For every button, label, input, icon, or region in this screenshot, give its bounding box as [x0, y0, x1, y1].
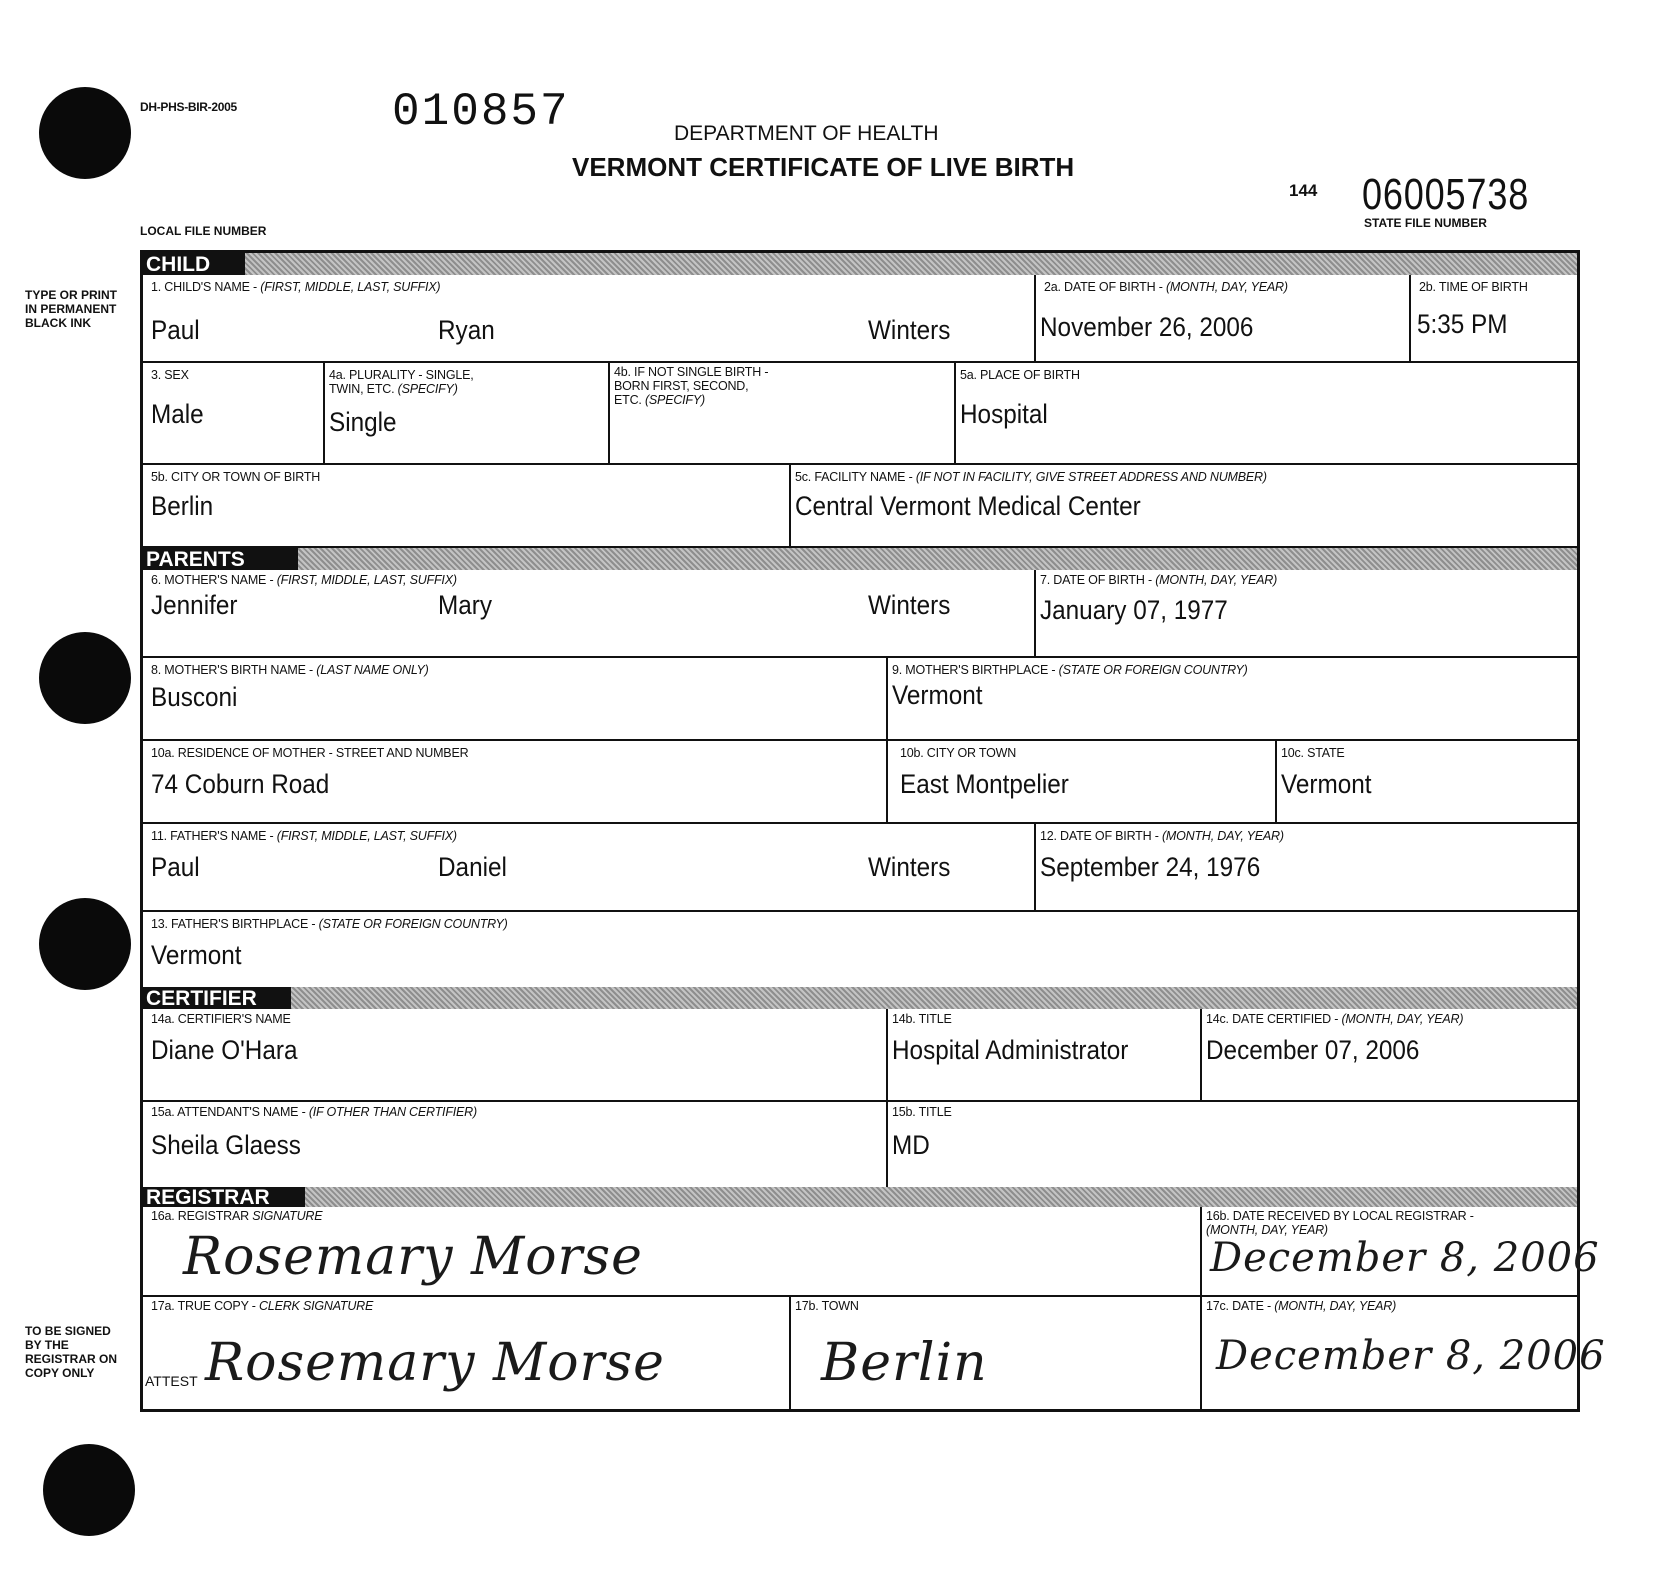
father-dob-label: 12. DATE OF BIRTH - — [1040, 829, 1162, 843]
birth-order-cell — [610, 363, 956, 465]
plurality-label-line2: TWIN, ETC. — [329, 382, 398, 396]
mother-birth-name-cell — [143, 658, 888, 741]
attendant-title: MD — [892, 1130, 930, 1160]
date-received: December 8, 2006 — [1210, 1235, 1600, 1281]
state-file-number-label: STATE FILE NUMBER — [1364, 216, 1487, 230]
certifier-title: Hospital Administrator — [892, 1035, 1129, 1065]
father-birthplace: Vermont — [151, 940, 242, 970]
registrar-section-title: REGISTRAR — [143, 1187, 305, 1207]
attendant-name-hint: (IF OTHER THAN CERTIFIER) — [308, 1105, 477, 1119]
child-name-hint: (FIRST, MIDDLE, LAST, SUFFIX) — [260, 280, 441, 294]
father-name-cell — [143, 824, 1036, 912]
child-section-band — [143, 253, 1577, 275]
certifier-name-cell — [143, 1009, 888, 1102]
mother-birth-name: Busconi — [151, 682, 238, 712]
birth-order-label-line2: BORN FIRST, SECOND, — [614, 379, 749, 393]
registrar-signature-cell — [143, 1207, 1202, 1297]
father-dob-cell — [1036, 824, 1577, 912]
attendant-name-label: 15a. ATTENDANT'S NAME - — [151, 1105, 309, 1119]
certifier-name: Diane O'Hara — [151, 1035, 298, 1065]
parents-section-title: PARENTS — [143, 548, 298, 570]
child-dob-label: 2a. DATE OF BIRTH - — [1044, 280, 1166, 294]
certificate-form — [140, 250, 1606, 1412]
child-dob-hint: (MONTH, DAY, YEAR) — [1165, 280, 1288, 294]
father-birthplace-label: 13. FATHER'S BIRTHPLACE - — [151, 917, 319, 931]
punch-hole-4 — [43, 1444, 135, 1536]
facility-hint: (IF NOT IN FACILITY, GIVE STREET ADDRESS AND NUMBER) — [915, 470, 1267, 484]
local-file-number: 010857 — [392, 86, 570, 138]
child-first-name: Paul — [151, 315, 200, 345]
birth-order-label-line3: ETC. — [614, 393, 645, 407]
plurality-label-line1: 4a. PLURALITY - SINGLE, — [329, 368, 474, 382]
mother-birthplace-hint: (STATE OR FOREIGN COUNTRY) — [1058, 663, 1248, 677]
local-file-number-label: LOCAL FILE NUMBER — [140, 224, 267, 238]
mother-birth-name-label: 8. MOTHER'S BIRTH NAME - — [151, 663, 317, 677]
city-of-birth-label: 5b. CITY OR TOWN OF BIRTH — [151, 470, 321, 484]
certifier-section-band — [143, 987, 1577, 1009]
copy-date: December 8, 2006 — [1216, 1333, 1606, 1379]
plurality-cell — [325, 363, 610, 465]
mother-birthplace-cell — [888, 658, 1577, 741]
true-copy-label: 17a. TRUE COPY - — [151, 1299, 259, 1313]
residence-city-cell — [888, 741, 1277, 824]
town-cell — [791, 1297, 1202, 1409]
punch-hole-2 — [39, 632, 131, 724]
town-signature: Berlin — [821, 1333, 988, 1393]
place-of-birth-cell — [956, 363, 1577, 465]
place-of-birth-value: Hospital — [960, 399, 1048, 429]
date-received-hint: (MONTH, DAY, YEAR) — [1206, 1223, 1328, 1237]
mother-dob-cell — [1036, 570, 1577, 658]
sex-cell — [143, 363, 325, 465]
form-code: DH-PHS-BIR-2005 — [140, 100, 237, 114]
registrar-section-band — [143, 1187, 1577, 1207]
copy-date-cell — [1202, 1297, 1606, 1409]
child-dob: November 26, 2006 — [1040, 312, 1254, 342]
place-of-birth-label: 5a. PLACE OF BIRTH — [960, 368, 1080, 382]
attendant-title-label: 15b. TITLE — [892, 1105, 952, 1119]
town-label: 17b. TOWN — [795, 1299, 859, 1313]
registrar-signature-hint: SIGNATURE — [252, 1209, 323, 1223]
city-of-birth-cell — [143, 465, 791, 548]
child-name-cell — [143, 275, 1036, 363]
attendant-name: Sheila Glaess — [151, 1130, 301, 1160]
punch-hole-1 — [39, 87, 131, 179]
father-first-name: Paul — [151, 852, 200, 882]
date-certified-hint: (MONTH, DAY, YEAR) — [1341, 1012, 1464, 1026]
certifier-title-cell — [888, 1009, 1202, 1102]
attest-label: ATTEST — [145, 1373, 198, 1389]
mother-name-hint: (FIRST, MIDDLE, LAST, SUFFIX) — [276, 573, 457, 587]
plurality-value: Single — [329, 407, 397, 437]
mother-last-name: Winters — [868, 590, 951, 620]
residence-city: East Montpelier — [900, 769, 1069, 799]
mother-name-cell — [143, 570, 1036, 658]
attendant-title-cell — [888, 1102, 1577, 1187]
facility-value: Central Vermont Medical Center — [795, 491, 1141, 521]
residence-value: 74 Coburn Road — [151, 769, 330, 799]
residence-state: Vermont — [1281, 769, 1372, 799]
father-name-label: 11. FATHER'S NAME - — [151, 829, 277, 843]
mother-birthplace: Vermont — [892, 680, 983, 710]
child-tob-cell — [1411, 275, 1577, 363]
attendant-name-cell — [143, 1102, 888, 1187]
certificate-title: VERMONT CERTIFICATE OF LIVE BIRTH — [572, 152, 1075, 182]
facility-cell — [791, 465, 1577, 548]
true-copy-cell — [143, 1297, 791, 1409]
mother-name-label: 6. MOTHER'S NAME - — [151, 573, 277, 587]
punch-hole-3 — [39, 898, 131, 990]
child-name-label: 1. CHILD'S NAME - — [151, 280, 261, 294]
facility-label: 5c. FACILITY NAME - — [795, 470, 916, 484]
birth-order-label-line1: 4b. IF NOT SINGLE BIRTH - — [614, 365, 769, 379]
father-middle-name: Daniel — [438, 852, 507, 882]
child-middle-name: Ryan — [438, 315, 495, 345]
father-birthplace-cell — [143, 912, 1577, 987]
sex-value: Male — [151, 399, 204, 429]
copy-date-label: 17c. DATE - — [1206, 1299, 1275, 1313]
residence-cell — [143, 741, 888, 824]
mother-middle-name: Mary — [438, 590, 492, 620]
state-file-number: 06005738 — [1362, 170, 1530, 219]
father-dob: September 24, 1976 — [1040, 852, 1261, 882]
registrar-signature-label: 16a. REGISTRAR — [151, 1209, 253, 1223]
mother-dob-label: 7. DATE OF BIRTH - — [1040, 573, 1156, 587]
father-name-hint: (FIRST, MIDDLE, LAST, SUFFIX) — [276, 829, 457, 843]
mother-dob-hint: (MONTH, DAY, YEAR) — [1155, 573, 1278, 587]
birth-order-hint: (SPECIFY) — [644, 393, 705, 407]
date-certified: December 07, 2006 — [1206, 1035, 1420, 1065]
state-prefix: 144 — [1289, 181, 1318, 200]
mother-first-name: Jennifer — [151, 590, 238, 620]
date-certified-label: 14c. DATE CERTIFIED - — [1206, 1012, 1342, 1026]
certifier-name-label: 14a. CERTIFIER'S NAME — [151, 1012, 291, 1026]
parents-section-band — [143, 548, 1577, 570]
residence-state-label: 10c. STATE — [1281, 746, 1345, 760]
clerk-signature: Rosemary Morse — [205, 1333, 665, 1393]
date-received-cell — [1202, 1207, 1600, 1297]
copy-date-hint: (MONTH, DAY, YEAR) — [1274, 1299, 1397, 1313]
plurality-hint: (SPECIFY) — [397, 382, 458, 396]
true-copy-hint: CLERK SIGNATURE — [258, 1299, 374, 1313]
mother-birthplace-label: 9. MOTHER'S BIRTHPLACE - — [892, 663, 1059, 677]
sex-label: 3. SEX — [151, 368, 189, 382]
child-tob-label: 2b. TIME OF BIRTH — [1419, 280, 1528, 294]
certifier-title-label: 14b. TITLE — [892, 1012, 952, 1026]
father-last-name: Winters — [868, 852, 951, 882]
child-last-name: Winters — [868, 315, 951, 345]
residence-city-label: 10b. CITY OR TOWN — [900, 746, 1017, 760]
date-certified-cell — [1202, 1009, 1577, 1102]
residence-label: 10a. RESIDENCE OF MOTHER - STREET AND NUMBER — [151, 746, 469, 760]
child-tob: 5:35 PM — [1417, 309, 1508, 339]
father-birthplace-hint: (STATE OR FOREIGN COUNTRY) — [318, 917, 508, 931]
mother-dob: January 07, 1977 — [1040, 595, 1228, 625]
residence-state-cell — [1277, 741, 1577, 824]
child-dob-cell — [1036, 275, 1411, 363]
department-name: DEPARTMENT OF HEALTH — [674, 122, 939, 145]
mother-birth-name-hint: (LAST NAME ONLY) — [316, 663, 429, 677]
child-section-title: CHILD — [143, 253, 245, 275]
registrar-instruction: TO BE SIGNED BY THE REGISTRAR ON COPY ONLY — [25, 1324, 118, 1380]
registrar-signature: Rosemary Morse — [183, 1227, 643, 1287]
ink-instruction: TYPE OR PRINT IN PERMANENT BLACK INK — [25, 288, 118, 330]
certifier-section-title: CERTIFIER — [143, 987, 291, 1009]
city-of-birth-value: Berlin — [151, 491, 214, 521]
father-dob-hint: (MONTH, DAY, YEAR) — [1161, 829, 1284, 843]
date-received-label: 16b. DATE RECEIVED BY LOCAL REGISTRAR - — [1206, 1209, 1474, 1223]
